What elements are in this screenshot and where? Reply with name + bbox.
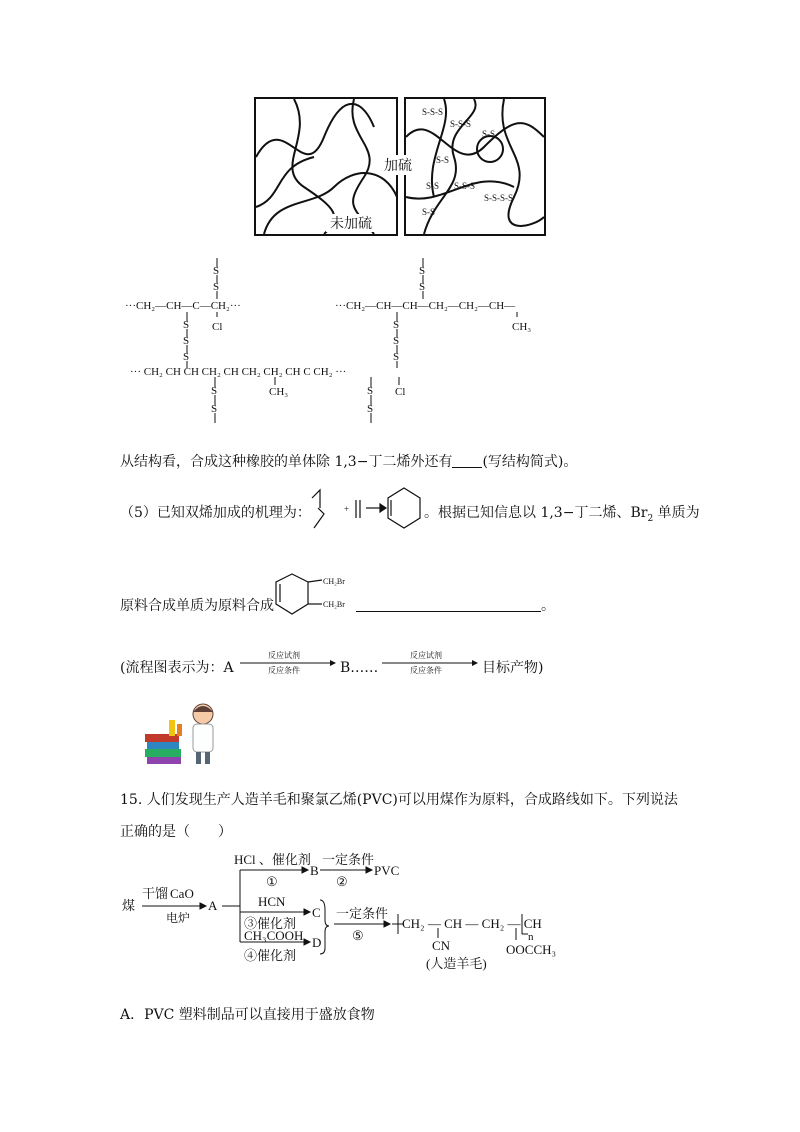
svg-text:S: S [211, 403, 218, 415]
svg-text:B: B [310, 863, 319, 878]
q5-text-2: 。根据已知信息以 1,3−丁二烯、$Br_2$ 单质为 [424, 505, 700, 524]
svg-text:CH₂Br: CH₂Br [323, 600, 345, 609]
svg-text:S: S [393, 319, 400, 331]
svg-text:+: + [344, 504, 350, 514]
svg-text:S-S-S-S: S-S-S-S [484, 193, 514, 203]
scientist-illustration [143, 700, 223, 766]
option-a[interactable]: A．PVC 塑料制品可以直接用于盛放食物 [120, 1007, 375, 1023]
svg-text:④催化剂: ④催化剂 [244, 948, 297, 963]
svg-text:S: S [419, 265, 426, 277]
svg-text:S: S [393, 351, 400, 363]
flow-mid: B…… [340, 660, 379, 676]
svg-text:S-S: S-S [426, 181, 440, 191]
svg-text:反应条件: 反应条件 [410, 666, 442, 675]
svg-text:一定条件: 一定条件 [336, 906, 389, 921]
vulcanization-figure [254, 97, 546, 237]
flow-arrow-2 [380, 648, 480, 678]
svg-text:S: S [393, 335, 400, 347]
svg-text:S-S: S-S [482, 129, 496, 139]
rubber-structure [125, 255, 532, 427]
svg-text:反应试剂: 反应试剂 [410, 651, 442, 660]
svg-text:S-S-S: S-S-S [422, 107, 444, 117]
answer-line[interactable] [356, 597, 541, 612]
row1-right: ···CH₂—CH—CH—CH₂—CH₂—CH— [335, 300, 516, 312]
svg-text:(人造羊毛): (人造羊毛) [426, 956, 487, 971]
svg-text:S-S: S-S [436, 155, 450, 165]
svg-text:CN: CN [432, 938, 451, 953]
svg-text:Cl: Cl [212, 321, 223, 333]
svg-text:S-S-S: S-S-S [454, 181, 476, 191]
q15-line1: 15. 人们发现生产人造羊毛和聚氯乙烯(PVC)可以用煤作为原料，合成路线如下。下列说法 [120, 792, 678, 808]
svg-text:HCN: HCN [258, 894, 286, 909]
svg-text:Cl: Cl [395, 386, 406, 398]
synthesis-route [120, 850, 580, 980]
svg-text:CH₂ — CH — CH₂ — CH: CH₂ — CH — CH₂ — CH [402, 916, 542, 931]
svg-text:S: S [419, 281, 426, 293]
q5-answer-line: 。 [356, 596, 555, 616]
svg-text:①: ① [266, 874, 278, 889]
svg-text:OOCCH₃: OOCCH₃ [506, 942, 557, 957]
row1-left: ···CH₂—CH—C—CH₂··· [125, 300, 241, 312]
svg-text:干馏: 干馏 [142, 886, 169, 901]
svg-text:C: C [312, 905, 321, 920]
svg-text:CH₃: CH₃ [269, 386, 289, 398]
svg-text:③催化剂: ③催化剂 [244, 916, 297, 931]
svg-text:反应试剂: 反应试剂 [268, 651, 300, 660]
svg-text:煤: 煤 [122, 898, 136, 913]
svg-text:D: D [312, 935, 322, 950]
svg-text:S: S [183, 335, 190, 347]
svg-text:A: A [208, 898, 218, 913]
svg-text:电炉: 电炉 [166, 911, 191, 925]
svg-text:CH₃COOH: CH₃COOH [244, 928, 304, 943]
svg-text:S-S-S: S-S-S [450, 119, 472, 129]
svg-text:n: n [528, 931, 534, 943]
q5-line2: 原料合成单质为原料合成 [120, 598, 274, 614]
svg-text:S-S: S-S [422, 207, 436, 217]
q5-text: （5）已知双烯加成的机理为： [120, 505, 311, 521]
svg-text:S: S [211, 385, 218, 397]
svg-text:反应条件: 反应条件 [268, 666, 300, 675]
q4-text: 从结构看，合成这种橡胶的单体除 1,3−丁二烯外还有 (写结构简式)。 [120, 454, 578, 470]
svg-text:⑤: ⑤ [352, 928, 364, 943]
svg-text:PVC: PVC [374, 863, 400, 878]
label-unvulcanized: 未加硫 [330, 217, 372, 232]
target-molecule [270, 570, 362, 620]
svg-text:S: S [213, 281, 220, 293]
svg-text:CH₂Br: CH₂Br [323, 577, 345, 586]
diels-alder-scheme [304, 484, 424, 536]
flow-notation: (流程图表示为：A [120, 660, 234, 676]
flow-suffix: 目标产物) [482, 660, 544, 676]
label-vulcanize: 加硫 [384, 159, 412, 174]
row2: ··· CH₂ CH CH CH₂ CH CH₂ CH₂ CH C CH₂ ··· [130, 366, 347, 378]
svg-text:CaO: CaO [170, 886, 194, 901]
svg-text:S: S [367, 403, 374, 415]
flow-arrow-1 [238, 648, 338, 678]
svg-text:S: S [183, 351, 190, 363]
answer-blank[interactable] [452, 453, 482, 468]
svg-text:HCl 、催化剂: HCl 、催化剂 [234, 852, 311, 867]
svg-text:②: ② [336, 874, 348, 889]
svg-text:CH₃: CH₃ [512, 321, 532, 333]
svg-text:S: S [183, 319, 190, 331]
svg-text:一定条件: 一定条件 [322, 852, 375, 867]
svg-text:S: S [367, 385, 374, 397]
q15-line2: 正确的是（ ） [120, 824, 232, 840]
svg-text:S: S [213, 265, 220, 277]
